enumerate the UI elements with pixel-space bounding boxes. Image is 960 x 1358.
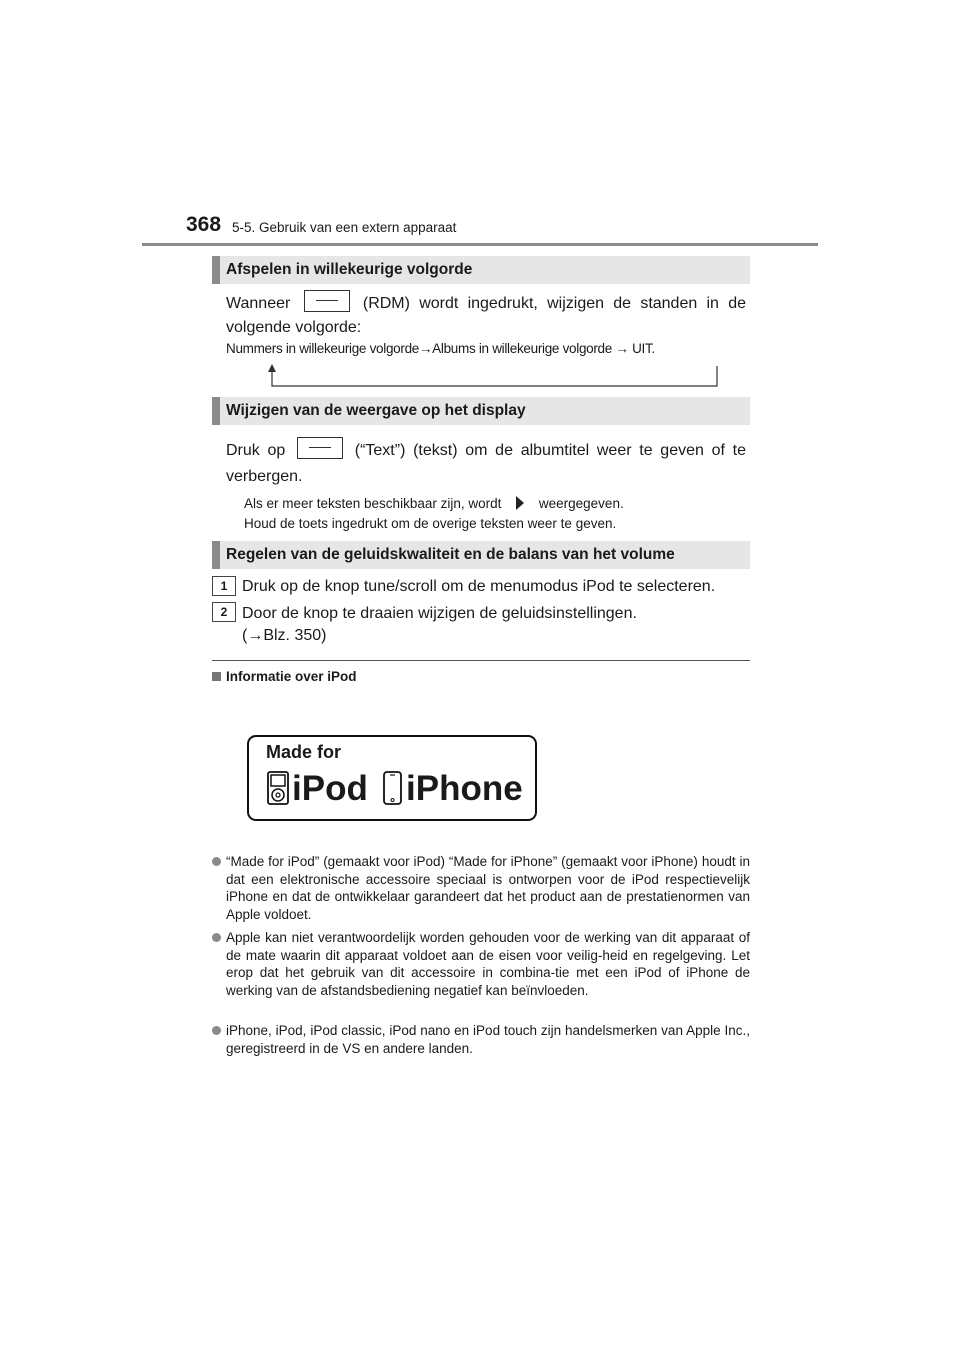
info-heading-text: Informatie over iPod (226, 669, 357, 684)
made-for-ipod-iphone-logo (247, 735, 537, 821)
bullet-dot-icon (212, 857, 221, 866)
loop-arrow-icon (262, 364, 724, 390)
section-title: Regelen van de geluidskwaliteit en de balans van het volume (226, 546, 675, 563)
section-accent (212, 256, 220, 284)
section-heading-random (212, 256, 750, 284)
section-heading-display (212, 397, 750, 425)
step-number-2: 2 (212, 602, 236, 622)
button-symbol-icon (297, 437, 343, 459)
chapter-title: 5-5. Gebruik van een extern apparaat (232, 220, 457, 235)
random-post: (RDM) wordt ingedrukt, wijzigen de standen in de volgende volgorde: (226, 295, 747, 336)
display-paragraph (226, 437, 746, 490)
logo-ipod: iPod (292, 769, 368, 808)
logo-iphone: iPhone (406, 769, 523, 808)
info-bullet-1 (226, 853, 750, 923)
random-paragraph (226, 290, 746, 340)
random-sequence: Nummers in willekeurige volgorde→Albums in willekeurige volgorde → UIT. (226, 341, 655, 356)
random-pre: Wanneer (226, 295, 291, 312)
bullet-text: “Made for iPod” (gemaakt voor iPod) “Made for iPhone” (gemaakt voor iPhone) houdt in dat een elektronische accessoire speciaal is ontworpen voor de iPod respectievelijk iPhone en dat de ontwikkelaar garandeert dat het product aan de prestatienormen van Apple voldoet. (226, 854, 750, 922)
section-heading-sound (212, 541, 750, 569)
section-title: Afspelen in willekeurige volgorde (226, 261, 473, 278)
bullet-text: Apple kan niet verantwoordelijk worden gehouden voor de werking van dit apparaat of de mate waarin dit apparaat voldoet aan de eisen voor veilig-heid en regelgeving. Let erop dat het gebruik van dit accessoire in combina-tie met een iPod of iPhone de werking van de afstandsbediening negatief kan beïnvloeden. (226, 930, 750, 998)
section-accent (212, 541, 220, 569)
more-text-arrow-icon (511, 495, 529, 511)
ipod-device-icon (267, 771, 289, 805)
info-bullet-2 (226, 929, 750, 999)
bullet-text: iPhone, iPod, iPod classic, iPod nano en iPod touch zijn handelsmerken van Apple Inc., geregistreerd in de VS en andere landen. (226, 1023, 750, 1056)
logo-made-for: Made for (266, 742, 342, 762)
page-number: 368 (186, 213, 222, 236)
iphone-device-icon (383, 771, 402, 805)
display-note-2: Houd de toets ingedrukt om de overige teksten weer te geven. (244, 516, 617, 531)
section-accent (212, 397, 220, 425)
section-title: Wijzigen van de weergave op het display (226, 402, 526, 419)
display-pre: Druk op (226, 442, 286, 459)
step-text-2: Door de knop te draaien wijzigen de geluidsinstellingen. (242, 605, 637, 622)
step-text-2-ref: (→Blz. 350) (242, 627, 327, 644)
display-post: (“Text”) (tekst) om de albumtitel weer te geven of te verbergen. (226, 442, 747, 485)
step-text-1: Druk op de knop tune/scroll om de menumodus iPod te selecteren. (242, 578, 716, 595)
bullet-dot-icon (212, 933, 221, 942)
info-bullet-3 (226, 1022, 750, 1057)
note-text-a: Als er meer teksten beschikbaar zijn, wordt (244, 496, 502, 511)
info-separator (212, 660, 750, 661)
bullet-dot-icon (212, 1026, 221, 1035)
display-note-1 (244, 494, 624, 514)
note-text-b: weergegeven. (538, 496, 624, 511)
step-number-1: 1 (212, 576, 236, 596)
info-heading (212, 669, 357, 684)
header-rule (142, 243, 818, 246)
square-bullet-icon (212, 672, 221, 681)
button-symbol-icon (304, 290, 350, 312)
